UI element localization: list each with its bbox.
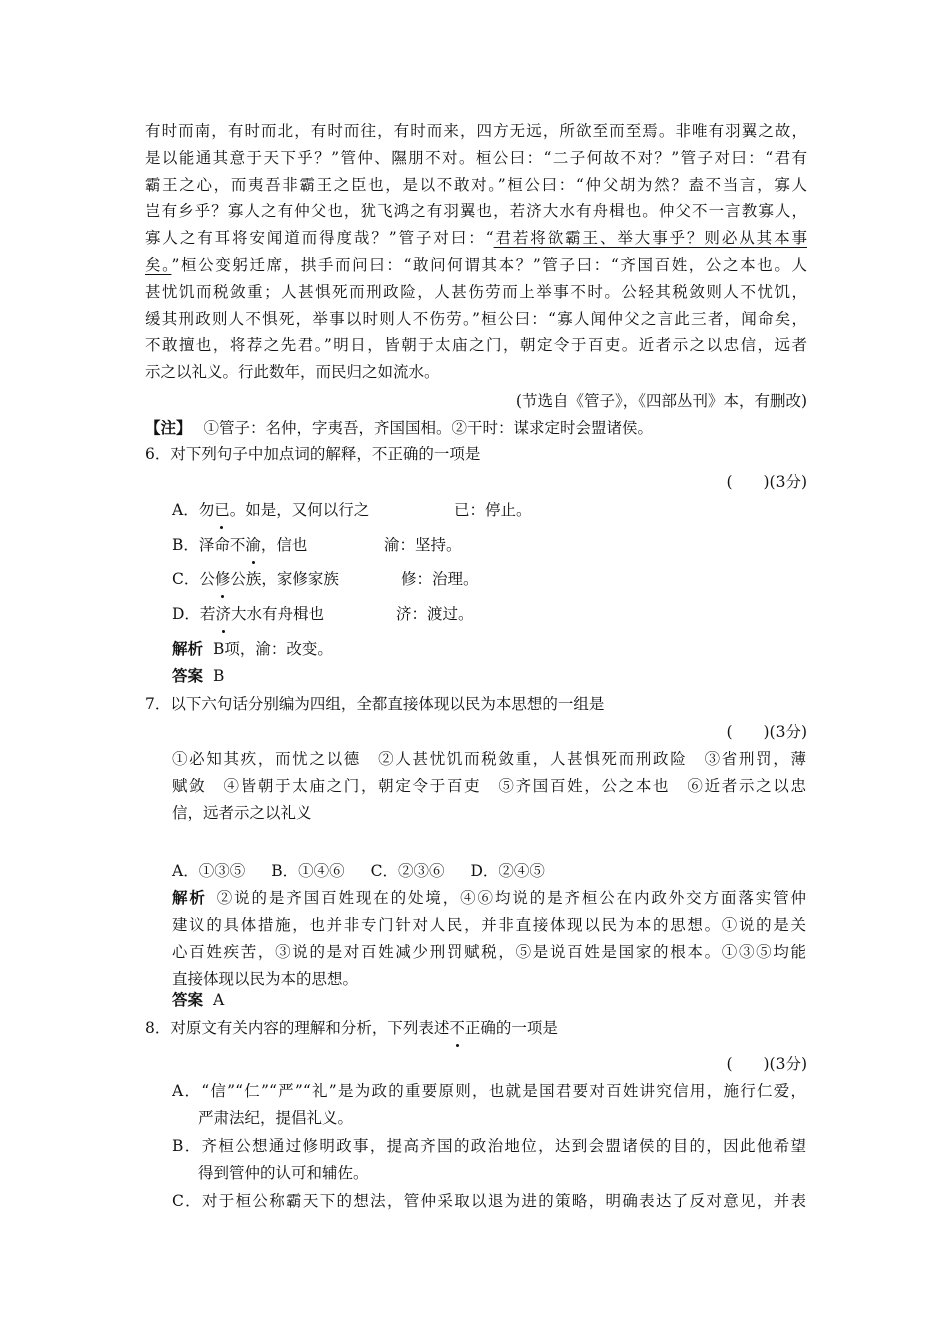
note-label: 【注】 xyxy=(145,419,192,437)
passage-text-plain: ”桓公变躬迁席，拱手而问曰：“敢问何谓其本？”管子曰：“齐国百姓，公之本也。人 xyxy=(171,255,807,274)
dotted-word: 修 xyxy=(215,566,231,592)
question-6-option-a: A．勿已。如是，又何以行之 已：停止。 xyxy=(172,497,369,523)
passage-line: 是以能通其意于天下乎？”管仲、隰朋不对。桓公曰：“二子何故不对？”管子对曰：“君有 xyxy=(145,148,807,167)
passage-line: 缓其刑政则人不惧死，举事以时则人不伤劳。”桓公曰：“寡人闻仲父之言此三者，闻命矣， xyxy=(145,309,807,328)
dotted-word: 济 xyxy=(215,601,231,627)
question-7-items xyxy=(172,746,806,827)
analysis-label: 解析 xyxy=(172,889,207,907)
choice-b: B．①④⑥ xyxy=(271,862,345,880)
passage-line: 示之以礼义。行此数年，而民归之如流水。 xyxy=(145,363,440,382)
question-7-stem: 7．以下六句话分别编为四组，全都直接体现以民为本思想的一组是 xyxy=(145,695,605,713)
question-7-choices xyxy=(172,858,571,884)
dotted-word: 渝 xyxy=(245,532,261,558)
analysis-text: B项，渝：改变。 xyxy=(213,640,333,658)
question-8-option-c: C．对于桓公称霸天下的想法，管仲采取以退为进的策略，明确表达了反对意见，并表 xyxy=(172,1192,806,1210)
note-text: ①管子：名仲，字夷吾，齐国国相。②干时：谋求定时会盟诸侯。 xyxy=(203,419,654,437)
passage-line: 霸王之心，而夷吾非霸王之臣也，是以不敢对。”桓公曰：“仲父胡为然？盍不当言，寡人 xyxy=(145,175,807,194)
items-line: 赋敛 ④皆朝于太庙之门，朝定令于百吏 ⑤齐国百姓，公之本也 ⑥近者示之以忠 xyxy=(172,777,806,795)
question-7-answer xyxy=(172,987,224,1013)
items-line: 信，远者示之以礼义 xyxy=(172,804,312,822)
annotation-note xyxy=(145,415,653,441)
passage-line xyxy=(145,252,807,279)
passage-line xyxy=(145,225,807,252)
question-8-stem: 8．对原文有关内容的理解和分析，下列表述不正确的一项是 xyxy=(145,1015,558,1041)
dotted-word: 已 xyxy=(214,497,230,523)
passage-text-plain: 寡人之有耳将安闻道而得度哉？”管子对曰：“ xyxy=(145,229,494,248)
analysis-line: 建议的具体措施，也并非专门针对人民，并非直接体现以民为本的思想。①说的是关 xyxy=(172,916,806,934)
option-gloss: 已：停止。 xyxy=(454,501,532,519)
items-line: ①必知其疚，而忧之以德 ②人甚忧饥而税敛重，人甚惧死而刑政险 ③省刑罚，薄 xyxy=(172,750,806,768)
question-8-option-b: B．齐桓公想通过修明政事，提高齐国的政治地位，达到会盟诸侯的目的，因此他希望 得到管仲的认可和辅佐。 xyxy=(172,1137,806,1182)
option-gloss: 渝：坚持。 xyxy=(384,536,462,554)
question-6-option-c: C．公修公族，家修家族 修：治理。 xyxy=(172,566,339,592)
question-7-analysis xyxy=(172,885,806,993)
analysis-line: 直接体现以民为本的思想。 xyxy=(172,970,359,988)
choice-c: C．②③⑥ xyxy=(370,862,445,880)
question-8-score: ( )(3分) xyxy=(726,1055,807,1073)
option-gloss: 济：渡过。 xyxy=(396,605,474,623)
question-6-score: ( )(3分) xyxy=(726,473,807,491)
question-7-score: ( )(3分) xyxy=(726,723,807,741)
analysis-line: 解析 ②说的是齐国百姓现在的处境，④⑥均说的是齐桓公在内政外交方面落实管仲 xyxy=(172,889,806,907)
underlined-sentence: 君若将欲霸王、举大事乎？则必从其本事 xyxy=(493,229,807,248)
question-6-stem: 6．对下列句子中加点词的解释，不正确的一项是 xyxy=(145,445,481,463)
question-6-answer xyxy=(172,663,224,689)
choice-d: D．②④⑤ xyxy=(470,862,545,880)
answer-label: 答案 xyxy=(172,991,204,1009)
question-8-option-a: A．“信”“仁”“严”“礼”是为政的重要原则，也就是国君要对百姓讲究信用，施行仁爱， 严肃法纪，提倡礼义。 xyxy=(172,1082,806,1127)
underlined-sentence-end: 矣。 xyxy=(145,255,172,274)
answer-text: A xyxy=(213,991,225,1009)
answer-label: 答案 xyxy=(172,667,204,685)
passage-line: 岂有乡乎？寡人之有仲父也，犹飞鸿之有羽翼也，若济大水有舟楫也。仲父不一言教寡人， xyxy=(145,202,807,221)
analysis-label: 解析 xyxy=(172,640,204,658)
choice-a: A．①③⑤ xyxy=(172,862,246,880)
passage-source: (节选自《管子》，《四部丛刊》本，有删改) xyxy=(515,392,807,410)
question-6-option-b: B．泽命不渝，信也 渝：坚持。 xyxy=(172,532,307,558)
passage-text xyxy=(145,118,807,386)
option-gloss: 修：治理。 xyxy=(401,570,479,588)
question-6-analysis xyxy=(172,636,333,662)
answer-text: B xyxy=(213,667,225,685)
passage-line: 甚忧饥而税敛重；人甚惧死而刑政险，人甚伤劳而上举事不时。公轻其税敛则人不忧饥， xyxy=(145,282,807,301)
passage-line: 不敢擅也，将荐之先君。”明日，皆朝于太庙之门，朝定令于百吏。近者示之以忠信，远者 xyxy=(145,336,807,355)
dotted-word: 不 xyxy=(449,1015,465,1041)
analysis-line: 心百姓疾苦，③说的是对百姓减少刑罚赋税，⑤是说百姓是国家的根本。①③⑤均能 xyxy=(172,943,806,961)
question-6-option-d: D．若济大水有舟楫也 济：渡过。 xyxy=(172,601,324,627)
passage-line: 有时而南，有时而北，有时而往，有时而来，四方无远，所欲至而至焉。非唯有羽翼之故， xyxy=(145,122,807,140)
